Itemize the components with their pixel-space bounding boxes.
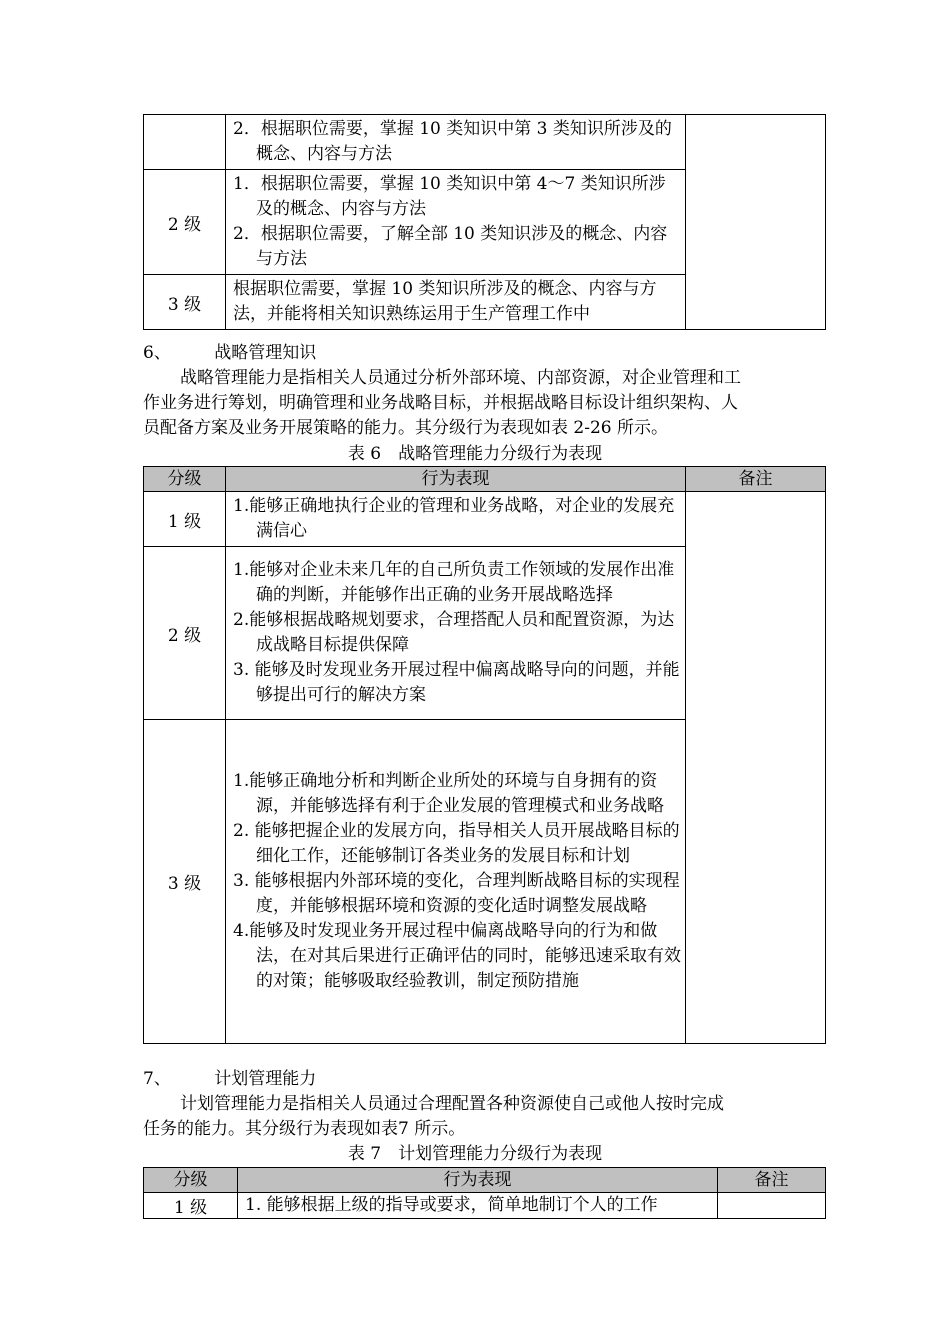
behavior-item: 2. 能够把握企业的发展方向，指导相关人员开展战略目标的细化工作，还能够制订各类业务的发展目标和计划 (233, 821, 680, 866)
level-cell: 3 级 (144, 275, 226, 330)
level-cell: 1 级 (144, 492, 226, 547)
behavior-cell (226, 492, 686, 547)
level-cell: 1 级 (144, 1193, 238, 1219)
behavior-item: 1.能够正确地执行企业的管理和业务战略，对企业的发展充满信心 (233, 496, 675, 541)
heading-number: 7、 (143, 1069, 171, 1089)
planning-table (143, 1167, 826, 1219)
behavior-cell (226, 170, 686, 275)
behavior-cell (238, 1193, 718, 1219)
table-header-row (144, 1168, 826, 1193)
level-cell: 3 级 (144, 720, 226, 1044)
behavior-item: 1．根据职位需要，掌握 10 类知识中第 4～7 类知识所涉及的概念、内容与方法 (233, 174, 666, 219)
behavior-item: 1.能够正确地分析和判断企业所处的环境与自身拥有的资源，并能够选择有利于企业发展的管理模式和业务战略 (233, 771, 664, 816)
heading-number: 6、 (143, 343, 171, 363)
behavior-cell (226, 547, 686, 720)
behavior-item: 3. 能够及时发现业务开展过程中偏离战略导向的问题，并能够提出可行的解决方案 (233, 660, 680, 705)
strategy-table (143, 466, 826, 1044)
behavior-item: 1. 能够根据上级的指导或要求，简单地制订个人的工作 (245, 1195, 658, 1215)
behavior-item: 1.能够对企业未来几年的自己所负责工作领域的发展作出准确的判断，并能够作出正确的业务开展战略选择 (233, 560, 675, 605)
header-level: 分级 (144, 1168, 238, 1193)
level-cell: 2 级 (144, 547, 226, 720)
section-6-paragraph-line: 作业务进行筹划，明确管理和业务战略目标，并根据战略目标设计组织架构、人 (143, 393, 738, 413)
table-6-caption: 表 6 战略管理能力分级行为表现 (347, 444, 603, 464)
behavior-item: 4.能够及时发现业务开展过程中偏离战略导向的行为和做法，在对其后果进行正确评估的同时，能够迅速采取有效的对策；能够吸取经验教训，制定预防措施 (233, 921, 681, 991)
behavior-item: 3. 能够根据内外部环境的变化，合理判断战略目标的实现程度，并能够根据环境和资源的变化适时调整发展战略 (233, 871, 680, 916)
behavior-cell (226, 720, 686, 1044)
note-cell (686, 492, 826, 1044)
header-behavior: 行为表现 (238, 1168, 718, 1193)
note-cell (718, 1193, 826, 1219)
section-7-paragraph-line: 计划管理能力是指相关人员通过合理配置各种资源使自己或他人按时完成 (180, 1094, 724, 1114)
section-6-paragraph-line: 战略管理能力是指相关人员通过分析外部环境、内部资源，对企业管理和工 (180, 368, 741, 388)
section-6-paragraph-line: 员配备方案及业务开展策略的能力。其分级行为表现如表 2-26 所示。 (143, 418, 668, 438)
header-level: 分级 (144, 467, 226, 492)
behavior-cell (226, 115, 686, 170)
header-note: 备注 (686, 467, 826, 492)
behavior-item: 2．根据职位需要，了解全部 10 类知识涉及的概念、内容与方法 (233, 224, 668, 269)
knowledge-table-continued (143, 114, 826, 330)
behavior-item: 根据职位需要，掌握 10 类知识所涉及的概念、内容与方法，并能将相关知识熟练运用于生产管理工作中 (233, 279, 657, 324)
section-6-heading (143, 341, 316, 366)
level-cell: 2 级 (144, 170, 226, 275)
heading-title: 计划管理能力 (214, 1069, 317, 1089)
table-row (144, 492, 826, 547)
note-cell (686, 115, 826, 330)
header-behavior: 行为表现 (226, 467, 686, 492)
table-row (144, 1193, 826, 1219)
table-header-row (144, 467, 826, 492)
table-7-caption: 表 7 计划管理能力分级行为表现 (347, 1144, 603, 1164)
behavior-item: 2．根据职位需要，掌握 10 类知识中第 3 类知识所涉及的概念、内容与方法 (233, 119, 672, 164)
table-row (144, 115, 826, 170)
section-7-paragraph-line: 任务的能力。其分级行为表现如表7 所示。 (143, 1119, 466, 1139)
level-cell (144, 115, 226, 170)
behavior-item: 2.能够根据战略规划要求，合理搭配人员和配置资源，为达成战略目标提供保障 (233, 610, 675, 655)
heading-title: 战略管理知识 (214, 343, 317, 363)
section-7-heading (143, 1067, 316, 1092)
behavior-cell (226, 275, 686, 330)
header-note: 备注 (718, 1168, 826, 1193)
